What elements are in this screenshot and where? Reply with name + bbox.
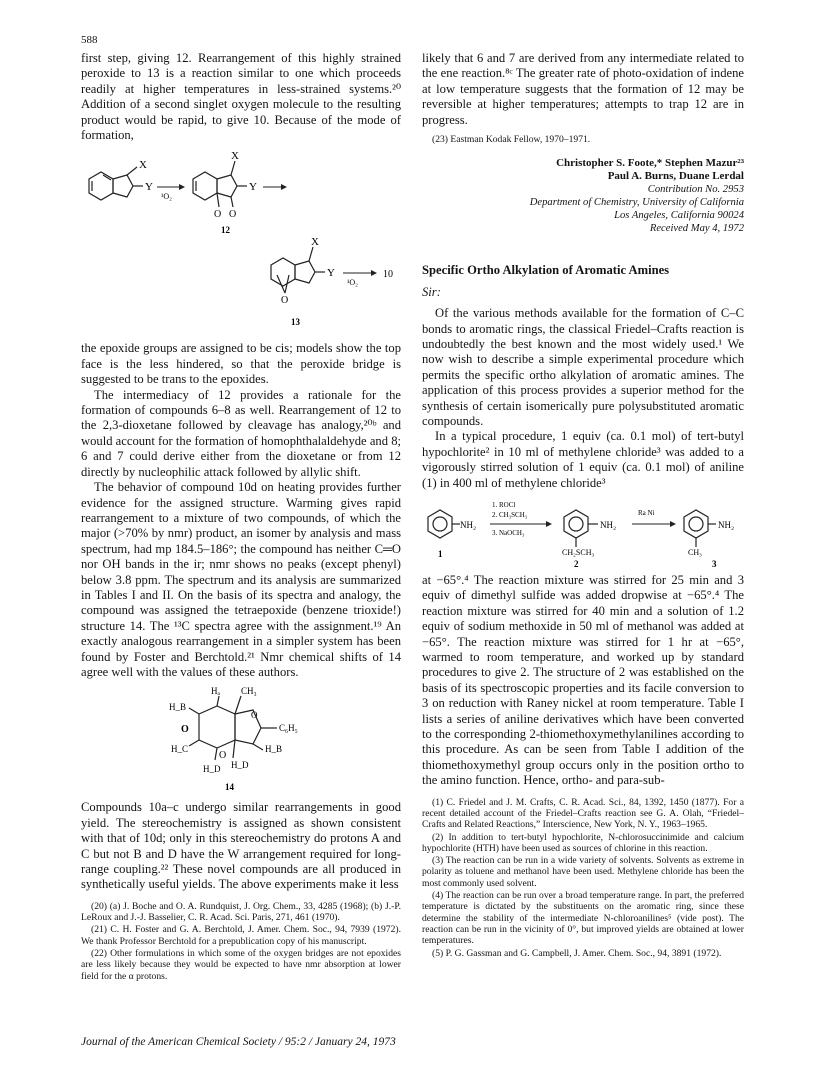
footnote-5: (5) P. G. Gassman and G. Campbell, J. Amer. Chem. Soc., 94, 3891 (1972). <box>432 947 722 959</box>
indene-structure <box>89 167 143 200</box>
nh2-label-1: NH₂ <box>460 520 477 531</box>
left-paragraph-1: first step, giving 12. Rearrangement of this highly strained peroxide to 13 is a reaction similar to one which proceeds readily at higher temperatures in less-strained systems.²⁰ Addition of a second singlet oxygen molecule to the resulting product would be rapid, to give 10. Because of the mode of formation, <box>81 51 401 143</box>
left-column <box>81 51 401 983</box>
indene-peroxide-scheme <box>81 147 401 337</box>
footnote-2: (2) In addition to tert-butyl hypochlorite, N-chlorosuccinimide and calcium hypochlorite (HTH) have been used as sources of chlorine in this reaction. <box>422 831 744 854</box>
footnote-22: (22) Other formulations in which some of the oxygen bridges are not epoxides are less likely because they would be expected to have nmr absorption at lower field for the α protons. <box>81 948 401 982</box>
author-names-2: Paul A. Burns, Duane Lerdal <box>607 170 744 183</box>
author-names-1: Christopher S. Foote,* Stephen Mazur²³ <box>556 157 744 170</box>
compound-1-label: 1 <box>438 549 443 560</box>
hc-label: H_C <box>171 744 189 755</box>
hd-label: H_D <box>203 764 221 775</box>
nh2-label-2: NH₂ <box>600 520 617 531</box>
y-label-13: Y <box>327 267 335 280</box>
right-footnotes <box>422 797 744 959</box>
footnote-21: (21) C. H. Foster and G. A. Berchtold, J. Amer. Chem. Soc., 94, 7939 (1972). We thank Professor Berchtold for a prepublication copy of his manuscript. <box>81 924 401 947</box>
city: Los Angeles, California 90024 <box>614 210 744 222</box>
step-2-label: 2. CH₃SCH₃ <box>492 511 528 520</box>
oxygen-label-14c: O <box>219 750 227 762</box>
singlet-oxygen-label: ¹O₂ <box>161 192 172 202</box>
c6h5-label: C₆H₅ <box>279 723 298 734</box>
contribution-number: Contribution No. 2953 <box>647 184 744 196</box>
left-footnotes <box>81 901 401 982</box>
left-paragraph-3: The intermediacy of 12 provides a rationale for the formation of compounds 6–8 as well. Rearrangement of 12 to the 2,3-dioxetane followed by cleavage has analogy,²⁰ᵇ and would account for the formation of homophthalaldehyde and 8; 6 and 7 could derive either from the dioxetane or from 12 directly by nucleophilic attack followed by allylic shift. <box>81 387 401 479</box>
salutation: Sir: <box>422 284 441 299</box>
footnote-4: (4) The reaction can be run over a broad temperature range. In part, the preferred temperature is dictated by the substituents on the aromatic ring, since these determine the stability of the intermediate N-chloroanilines⁵ (vide post). The reaction can be run in the vicinity of 0°, but improved yields are obtained at lower temperatures. <box>422 890 744 947</box>
product-10-label: 10 <box>383 269 393 281</box>
article-heading: Specific Ortho Alkylation of Aromatic Amines <box>422 263 670 278</box>
hd2-label: H_D <box>231 760 249 771</box>
right-column <box>422 51 744 960</box>
compound-2-label: 2 <box>574 559 579 570</box>
footnote-23 <box>422 134 744 145</box>
compound-3-label: 3 <box>712 559 717 570</box>
page-number: 588 <box>81 34 98 46</box>
right-paragraph-2: Of the various methods available for the formation of C–C bonds to aromatic rings, the classical Friedel–Crafts reaction is undoubtedly the best known and the most widely used.¹ We now wish to describe a simple experimental procedure which permits the specific ortho alkylation of aromatic amines. The application of this process provides a superior method for the synthesis of certain isomerically pure polysubstituted aromatic compounds. <box>422 306 744 428</box>
left-paragraph-4: The behavior of compound 10d on heating provides further evidence for the assigned structure. Warming gives rapid rearrangement to a mixture of two compounds, of which the major (>70% by nmr) product, an isomer by analysis and mass spectrum, had mp 184.5–186°; the compound has neither C═O nor OH bands in the ir; nmr shows no peaks (except phenyl) below 3.8 ppm. The spectrum and its analysis are summarized in Tables I and II. On the basis of its spectra and analogy, the compound was assigned the tetraepoxide (benzene trioxide!) structure 14. The ¹³C spectra agree with the assignment.¹⁹ An exactly analogous rearrangement in a simpler system has been found by Foster and Berchtold.²¹ Nmr chemical shifts of 14 agree well with the values of these authors. <box>81 480 401 679</box>
x-label: X <box>139 159 147 172</box>
oxygen-label-a: O <box>214 209 222 221</box>
structure-14 <box>81 684 401 796</box>
step-3-label: 3. NaOCH₃ <box>492 529 525 538</box>
right-paragraph-3: In a typical procedure, 1 equiv (ca. 0.1 mol) of tert-butyl hypochlorite² in 10 ml of methylene chloride³ was added to a vigorously stirred solution of 1 equiv (ca. 0.1 mol) of aniline (1) in 400 ml of methylene chloride³ <box>422 429 744 490</box>
ch2sch3-label: CH₂SCH₃ <box>562 548 595 558</box>
left-paragraph-5: Compounds 10a–c undergo similar rearrangements in good yield. The stereochemistry is assigned as shown consistent with that of 10d; only in this stereochemistry do protons A and C but not B and D have the W arrangement required for long-range coupling.²² These novel compounds are all produced in synthetically useful yields. The above experiments make it less <box>81 800 401 892</box>
ha-label: Hₐ <box>211 686 220 697</box>
y-label: Y <box>145 181 153 194</box>
right-paragraph-1: likely that 6 and 7 are derived from any intermediate related to the ene reaction.⁸ᶜ The greater rate of photo-oxidation of indene at low temperature suggests that the formation of 12 may be reversible at higher temperatures; attempts to trap 12 are in progress. <box>422 51 744 127</box>
hb2-label: H_B <box>265 744 283 755</box>
oxygen-label-b: O <box>229 209 237 221</box>
compound-12-label: 12 <box>221 225 230 236</box>
singlet-oxygen-label-2: ¹O₂ <box>347 278 358 288</box>
oxygen-label-14a: O <box>181 724 189 736</box>
compound-14-label: 14 <box>225 782 234 793</box>
aniline-alkylation-scheme <box>422 495 744 569</box>
compound-13-label: 13 <box>291 317 300 328</box>
raney-nickel-label: Ra Ni <box>638 509 655 518</box>
footnote-1: (1) C. Friedel and J. M. Crafts, C. R. Acad. Sci., 84, 1392, 1450 (1877). For a recent detailed account of the Friedel–Crafts reaction see G. A. Olah, “Friedel–Crafts and Related Reactions,” Interscience, New York, N. Y., 1963–1965. <box>422 796 744 831</box>
oxygen-label-14b: O <box>251 710 258 721</box>
compound-3-ring <box>684 510 716 547</box>
x-label-12: X <box>231 150 239 163</box>
footnote-20: (20) (a) J. Boche and O. A. Rundquist, J. Org. Chem., 33, 4285 (1968); (b) J.-P. LeRoux and J.-J. Basselier, C. R. Acad. Sci. Paris, 271, 461 (1970). <box>81 900 401 924</box>
ch3-label: CH₃ <box>241 686 257 697</box>
step-1-label: 1. ROCl <box>492 501 516 510</box>
department: Department of Chemistry, University of California <box>529 197 744 209</box>
structure-13 <box>271 247 325 293</box>
footnote-23-text: (23) Eastman Kodak Fellow, 1970–1971. <box>432 134 591 146</box>
hb-label: H_B <box>169 702 187 713</box>
oxygen-label-13: O <box>281 295 289 307</box>
aniline-ring <box>428 510 460 538</box>
journal-footer: Journal of the American Chemical Society / 95:2 / January 24, 1973 <box>81 1036 396 1048</box>
received-date: Received May 4, 1972 <box>649 223 744 235</box>
compound-2-ring <box>564 510 598 547</box>
ch3-label-3: CH₃ <box>688 548 702 558</box>
left-paragraph-2: the epoxide groups are assigned to be cis; models show the top face is the less hindered, so that the peroxide bridge is suggested to be trans to the epoxides. <box>81 341 401 387</box>
x-label-13: X <box>311 236 319 249</box>
y-label-12: Y <box>249 181 257 194</box>
author-signature <box>422 157 744 235</box>
right-paragraph-4: at −65°.⁴ The reaction mixture was stirred for 25 min and 3 equiv of dimethyl sulfide was added dropwise at −65°.⁴ The reaction mixture was stirred for 40 min and a solution of 1.2 equiv of sodium methoxide in 50 ml of methanol was added at −65°. The reaction mixture was stirred for 1 hr at −65°, warmed to room temperature, and worked up by standard procedures to give 2. The structure of 2 was established on the basis of its spectroscopic properties and its facile conversion to 3 on reduction with Raney nickel at room temperature. Table I lists a series of aniline derivatives which have been converted to the corresponding 2-thiomethoxymethylanilines according to this procedure. As can be seen from Table I addition of the thiomethoxymethyl group occurs only in the position ortho to the amino function. Hence, ortho- and para-sub- <box>422 573 744 788</box>
nh2-label-3: NH₂ <box>718 520 735 531</box>
structure-12 <box>193 161 247 207</box>
footnote-3: (3) The reaction can be run in a wide variety of solvents. Solvents as extreme in polarity as toluene and methanol have been used. Methylene chloride has been the most commonly used solvent. <box>422 855 744 889</box>
